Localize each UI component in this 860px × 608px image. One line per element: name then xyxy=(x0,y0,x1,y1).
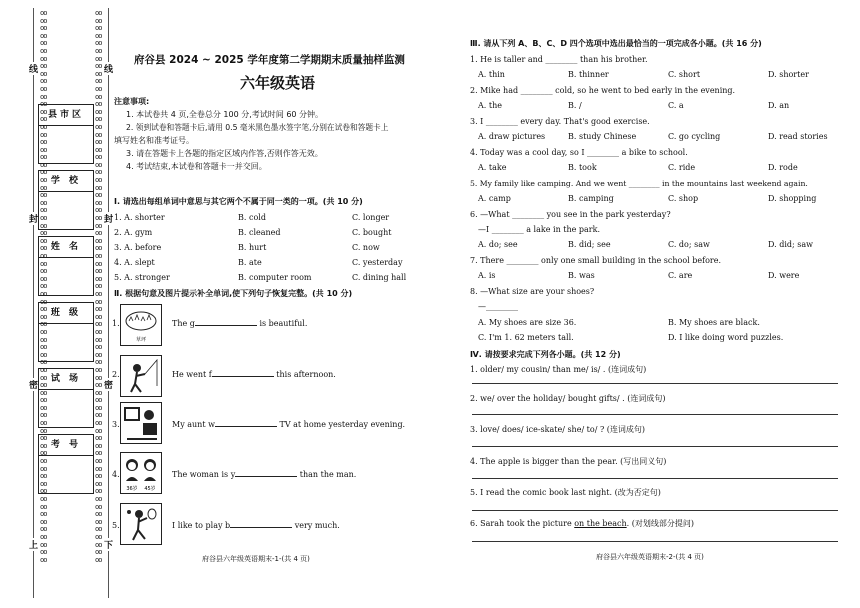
age-label-man: 45岁 xyxy=(144,486,156,492)
s1-q2-a: 2. A. gym xyxy=(114,228,153,237)
s2-q2-text: He went f this afternoon. xyxy=(172,370,336,379)
s4-q5: 5. I read the comic book last night. (改为否定句) xyxy=(470,488,661,497)
s3-q5-opt-c[interactable]: C. shop xyxy=(668,194,699,203)
left-mark-line: 线 xyxy=(29,62,38,75)
s3-q8-opt-a[interactable]: A. My shoes are size 36. xyxy=(478,318,577,327)
exam-title: 府谷县 2024 ~ 2025 学年度第二学期期末质量抽样监测 xyxy=(134,54,405,66)
left-mark-secret: 密 xyxy=(29,378,38,391)
s3-q7: 7. There ________ only one small building in the school before. xyxy=(470,256,721,265)
s1-q5-c: C. dining hall xyxy=(352,273,407,282)
s2-q2-num: 2. xyxy=(112,370,120,379)
s3-q5-opt-d[interactable]: D. shopping xyxy=(768,194,817,203)
s3-q3-opt-b[interactable]: B. study Chinese xyxy=(568,132,637,141)
s1-q4-b: B. ate xyxy=(238,258,262,267)
s3-q2-opt-c[interactable]: C. a xyxy=(668,101,684,110)
badminton-icon xyxy=(121,504,161,544)
s3-q3-opt-c[interactable]: C. go cycling xyxy=(668,132,721,141)
s4-q2: 2. we/ over the holiday/ bought gifts/ . (连词成句) xyxy=(470,394,666,403)
binding-margin xyxy=(0,0,114,608)
notes-heading: 注意事项: xyxy=(114,97,150,106)
s1-q3-a: 3. A. before xyxy=(114,243,162,252)
s1-q1-a: 1. A. shorter xyxy=(114,213,165,222)
s4-q6-answer-line[interactable] xyxy=(472,541,838,542)
s3-q6-opt-c[interactable]: C. do; saw xyxy=(668,240,710,249)
s3-q4: 4. Today was a cool day, so I ________ a bike to school. xyxy=(470,148,688,157)
s2-q5-blank[interactable] xyxy=(230,527,292,528)
note-4: 4. 考试结束,本试卷和答题卡一并交回。 xyxy=(126,162,267,171)
s3-q4-opt-c[interactable]: C. ride xyxy=(668,163,696,172)
s3-q4-opt-d[interactable]: D. rode xyxy=(768,163,798,172)
exam-subtitle: 六年级英语 xyxy=(240,74,316,92)
section4-heading: Ⅳ. 请按要求完成下列各小题。(共 12 分) xyxy=(470,350,621,359)
s3-q8-opt-b[interactable]: B. My shoes are black. xyxy=(668,318,760,327)
grass-picture xyxy=(120,304,162,346)
ages-picture xyxy=(120,452,162,494)
s4-q4: 4. The apple is bigger than the pear. (写出同义句) xyxy=(470,457,667,466)
s3-q2-opt-d[interactable]: D. an xyxy=(768,101,790,110)
s2-q3-num: 3. xyxy=(112,420,120,429)
s2-q3-text: My aunt w TV at home yesterday evening. xyxy=(172,420,406,429)
s3-q3: 3. I ________ every day. That's good exercise. xyxy=(470,117,650,126)
s3-q1: 1. He is taller and ________ than his brother. xyxy=(470,55,648,64)
s1-q2-b: B. cleaned xyxy=(238,228,281,237)
fishing-picture xyxy=(120,355,162,397)
s1-q5-b: B. computer room xyxy=(238,273,312,282)
s3-q3-opt-a[interactable]: A. draw pictures xyxy=(478,132,546,141)
s3-q8-opt-d[interactable]: D. I like doing word puzzles. xyxy=(668,333,784,342)
exam-room-field[interactable]: 试 场 xyxy=(38,368,94,428)
s3-q4-opt-b[interactable]: B. took xyxy=(568,163,597,172)
exam-page-1 xyxy=(112,0,450,608)
watch-tv-picture xyxy=(120,402,162,444)
note-2-cont: 填写姓名和准考证号。 xyxy=(114,136,194,145)
right-mark-seal: 封 xyxy=(104,212,113,225)
s3-q7-opt-b[interactable]: B. was xyxy=(568,271,595,280)
s1-q3-c: C. now xyxy=(352,243,380,252)
s4-q6: 6. Sarah took the picture on the beach. (对划线部分提问) xyxy=(470,519,694,528)
s2-q4-text: The woman is y than the man. xyxy=(172,470,357,479)
page1-footer: 府谷县六年级英语期末-1-(共 4 页) xyxy=(202,555,310,563)
s1-q4-a: 4. A. slept xyxy=(114,258,155,267)
right-mark-down: 下 xyxy=(104,538,113,551)
s4-q3-answer-line[interactable] xyxy=(472,446,838,447)
section2-heading: Ⅱ. 根据句意及图片提示补全单词,使下列句子恢复完整。(共 10 分) xyxy=(114,289,353,298)
tv-icon xyxy=(121,403,161,443)
people-icon xyxy=(121,453,161,493)
s1-q1-b: B. cold xyxy=(238,213,266,222)
s3-q3-opt-d[interactable]: D. read stories xyxy=(768,132,828,141)
s3-q6-opt-b[interactable]: B. did; see xyxy=(568,240,611,249)
fishing-icon xyxy=(121,356,161,396)
s1-q5-a: 5. A. stronger xyxy=(114,273,170,282)
s2-q5-text: I like to play b very much. xyxy=(172,521,340,530)
left-mark-up: 上 xyxy=(29,538,38,551)
s3-q1-opt-c[interactable]: C. short xyxy=(668,70,701,79)
right-mark-secret: 密 xyxy=(104,378,113,391)
s3-q4-opt-a[interactable]: A. take xyxy=(478,163,507,172)
section3-heading: Ⅲ. 请从下列 A、B、C、D 四个选项中选出最恰当的一项完成各小题。(共 16 分) xyxy=(470,39,762,48)
s1-q2-c: C. bought xyxy=(352,228,392,237)
name-field[interactable]: 姓 名 xyxy=(38,236,94,296)
county-field[interactable]: 县市区 xyxy=(38,104,94,164)
s4-q1-answer-line[interactable] xyxy=(472,383,838,384)
exam-number-field[interactable]: 考 号 xyxy=(38,434,94,494)
s4-q1: 1. older/ my cousin/ than me/ is/ . (连词成句) xyxy=(470,365,647,374)
s3-q6-opt-a[interactable]: A. do; see xyxy=(478,240,518,249)
s3-q1-opt-d[interactable]: D. shorter xyxy=(768,70,809,79)
s3-q7-opt-d[interactable]: D. were xyxy=(768,271,800,280)
right-hole-column: oo oo oo oo oo oo oo oo oo oo oo oo oo oo oo oo oo oo oo oo oo oo oo oo oo oo oo oo oo oo oo oo oo oo oo oo oo oo oo oo oo oo oo oo oo oo oo oo oo oo oo oo oo oo oo oo oo oo oo oo oo oo oo oo oo oo oo oo oo oo oo oo oo xyxy=(95,9,102,564)
s3-q2-opt-b[interactable]: B. / xyxy=(568,101,582,110)
s3-q1-opt-b[interactable]: B. thinner xyxy=(568,70,609,79)
s3-q2: 2. Mike had ________ cold, so he went to bed early in the evening. xyxy=(470,86,736,95)
s3-q6-opt-d[interactable]: D. did; saw xyxy=(768,240,813,249)
s3-q7-opt-a[interactable]: A. is xyxy=(478,271,496,280)
page2-footer: 府谷县六年级英语期末-2-(共 4 页) xyxy=(596,553,704,561)
note-1: 1. 本试卷共 4 页,全卷总分 100 分,考试时间 60 分钟。 xyxy=(126,110,324,119)
underlined-phrase: on the beach xyxy=(574,519,627,528)
exam-page-2 xyxy=(466,0,846,608)
s3-q2-opt-a[interactable]: A. the xyxy=(478,101,502,110)
s1-q4-c: C. yesterday xyxy=(352,258,403,267)
s3-q8-opt-c[interactable]: C. I'm 1. 62 meters tall. xyxy=(478,333,574,342)
left-mark-seal: 封 xyxy=(29,212,38,225)
age-label-woman: 36岁 xyxy=(126,486,138,492)
s2-q1-text: The g is beautiful. xyxy=(172,319,308,328)
grass-icon xyxy=(121,305,161,345)
s4-q4-answer-line[interactable] xyxy=(472,478,838,479)
s2-q1-num: 1. xyxy=(112,319,120,328)
school-field[interactable]: 学 校 xyxy=(38,170,94,230)
s3-q6: 6. —What ________ you see in the park yesterday? xyxy=(470,210,671,219)
s3-q8: 8. —What size are your shoes? xyxy=(470,287,595,296)
badminton-picture xyxy=(120,503,162,545)
s2-q2-blank[interactable] xyxy=(212,376,274,377)
section1-heading: Ⅰ. 请选出每组单词中意思与其它两个不属于同一类的一项。(共 10 分) xyxy=(114,197,363,206)
s3-q1-opt-a[interactable]: A. thin xyxy=(478,70,505,79)
grass-pic-label: 草坪 xyxy=(135,337,147,343)
s4-q3: 3. love/ does/ ice-skate/ she/ to/ ? (连词成句) xyxy=(470,425,646,434)
s2-q1-blank[interactable] xyxy=(195,325,257,326)
s4-q2-answer-line[interactable] xyxy=(472,414,838,415)
right-fold-line xyxy=(108,8,109,598)
s4-q5-answer-line[interactable] xyxy=(472,510,838,511)
s3-q8-line2: —________ xyxy=(478,302,518,311)
s3-q5: 5. My family like camping. And we went ________ in the mountains last weekend again. xyxy=(470,179,808,188)
s1-q1-c: C. longer xyxy=(352,213,390,222)
note-3: 3. 请在答题卡上各题的指定区域内作答,否则作答无效。 xyxy=(126,149,323,158)
s3-q6-line2: —I ________ a lake in the park. xyxy=(478,225,601,234)
right-mark-line: 线 xyxy=(104,62,113,75)
s3-q5-opt-a[interactable]: A. camp xyxy=(478,194,511,203)
s3-q5-opt-b[interactable]: B. camping xyxy=(568,194,614,203)
left-fold-line xyxy=(33,8,34,598)
note-2: 2. 领到试卷和答题卡后,请用 0.5 毫米黑色墨水签字笔,分别在试卷和答题卡上 xyxy=(126,123,389,132)
s2-q4-num: 4. xyxy=(112,470,120,479)
class-field[interactable]: 班 级 xyxy=(38,302,94,362)
left-hole-column: oo oo oo oo oo oo oo oo oo oo oo oo oo oo oo oo oo oo oo oo oo oo oo oo oo oo oo oo oo oo oo oo oo oo oo oo oo oo oo oo oo oo oo oo oo oo oo oo oo oo oo oo oo oo oo oo oo oo oo oo oo oo oo oo oo oo oo oo oo oo oo oo oo xyxy=(40,9,47,564)
s3-q7-opt-c[interactable]: C. are xyxy=(668,271,693,280)
s2-q3-blank[interactable] xyxy=(215,426,277,427)
s2-q4-blank[interactable] xyxy=(235,476,297,477)
s1-q3-b: B. hurt xyxy=(238,243,267,252)
s2-q5-num: 5. xyxy=(112,521,120,530)
